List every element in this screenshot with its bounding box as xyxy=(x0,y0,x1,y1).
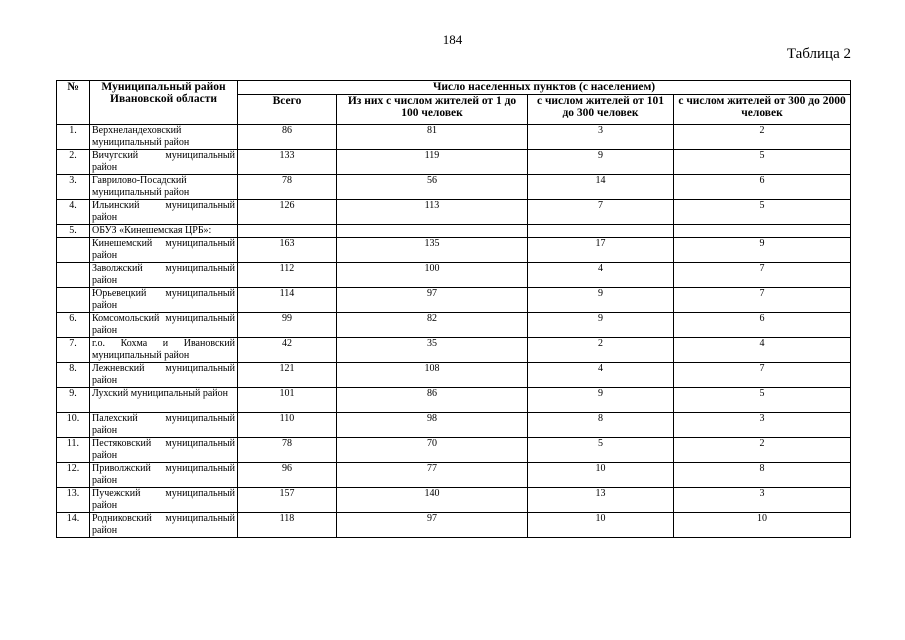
table-row xyxy=(57,175,851,200)
row-total: 126 xyxy=(238,200,337,225)
row-total: 133 xyxy=(238,150,337,175)
table-row xyxy=(57,413,851,438)
row-c2: 2 xyxy=(528,338,674,363)
table-row xyxy=(57,288,851,313)
row-c3: 2 xyxy=(674,438,851,463)
row-c3: 3 xyxy=(674,488,851,513)
row-total: 121 xyxy=(238,363,337,388)
header-total: Всего xyxy=(238,95,337,125)
row-district-name: Юрьевецкий муниципальный район xyxy=(90,288,238,313)
table-row xyxy=(57,463,851,488)
header-group: Число населенных пунктов (с населением) xyxy=(238,81,851,95)
row-total: 114 xyxy=(238,288,337,313)
row-num: 6. xyxy=(57,313,90,338)
table-row xyxy=(57,150,851,175)
row-district-name: Приволжский муниципальный район xyxy=(90,463,238,488)
row-total xyxy=(238,225,337,238)
row-num: 11. xyxy=(57,438,90,463)
row-c3: 5 xyxy=(674,200,851,225)
table-row xyxy=(57,125,851,150)
table-row xyxy=(57,200,851,225)
table-row xyxy=(57,263,851,288)
row-c2: 10 xyxy=(528,463,674,488)
row-num: 12. xyxy=(57,463,90,488)
page-number: 184 xyxy=(442,32,463,47)
table-row xyxy=(57,238,851,263)
row-c1: 81 xyxy=(337,125,528,150)
data-table xyxy=(56,80,851,538)
row-c1: 135 xyxy=(337,238,528,263)
row-c3: 9 xyxy=(674,238,851,263)
row-c1: 140 xyxy=(337,488,528,513)
row-c2: 10 xyxy=(528,513,674,538)
row-num: 14. xyxy=(57,513,90,538)
row-num: 7. xyxy=(57,338,90,363)
row-num: 9. xyxy=(57,388,90,413)
row-c3 xyxy=(674,225,851,238)
row-total: 78 xyxy=(238,438,337,463)
row-total: 96 xyxy=(238,463,337,488)
row-c2: 13 xyxy=(528,488,674,513)
table-row xyxy=(57,388,851,413)
row-total: 86 xyxy=(238,125,337,150)
row-num: 2. xyxy=(57,150,90,175)
header-c3: с числом жителей от 300 до 2000 человек xyxy=(674,95,851,125)
row-c1: 82 xyxy=(337,313,528,338)
row-total: 101 xyxy=(238,388,337,413)
row-num: 5. xyxy=(57,225,90,238)
row-num: 1. xyxy=(57,125,90,150)
row-c2: 4 xyxy=(528,363,674,388)
row-c3: 3 xyxy=(674,413,851,438)
table-row xyxy=(57,438,851,463)
row-c1: 100 xyxy=(337,263,528,288)
row-district-name: Пестяковский муниципальный район xyxy=(90,438,238,463)
row-c3: 7 xyxy=(674,263,851,288)
row-c2 xyxy=(528,225,674,238)
row-c1: 70 xyxy=(337,438,528,463)
row-total: 112 xyxy=(238,263,337,288)
table-row xyxy=(57,313,851,338)
row-district-name: Гаврилово-Посадский муниципальный район xyxy=(90,175,238,200)
header-num: № xyxy=(57,81,90,125)
row-c2: 7 xyxy=(528,200,674,225)
row-c1: 97 xyxy=(337,288,528,313)
row-c3: 6 xyxy=(674,313,851,338)
row-num xyxy=(57,263,90,288)
row-c3: 5 xyxy=(674,150,851,175)
row-c3: 2 xyxy=(674,125,851,150)
row-c2: 9 xyxy=(528,313,674,338)
row-c1: 119 xyxy=(337,150,528,175)
row-num xyxy=(57,238,90,263)
row-c1: 77 xyxy=(337,463,528,488)
row-num: 13. xyxy=(57,488,90,513)
row-c2: 9 xyxy=(528,388,674,413)
table-body xyxy=(57,125,851,538)
table-caption: Таблица 2 xyxy=(786,46,851,62)
row-total: 42 xyxy=(238,338,337,363)
row-total: 99 xyxy=(238,313,337,338)
row-num: 4. xyxy=(57,200,90,225)
row-c3: 7 xyxy=(674,363,851,388)
row-district-name: Ильинский муниципальный район xyxy=(90,200,238,225)
row-c2: 9 xyxy=(528,288,674,313)
row-c1: 97 xyxy=(337,513,528,538)
row-num: 10. xyxy=(57,413,90,438)
row-c2: 8 xyxy=(528,413,674,438)
row-total: 118 xyxy=(238,513,337,538)
row-c3: 8 xyxy=(674,463,851,488)
row-c1: 56 xyxy=(337,175,528,200)
row-c3: 7 xyxy=(674,288,851,313)
table-row xyxy=(57,513,851,538)
row-num: 3. xyxy=(57,175,90,200)
row-c2: 14 xyxy=(528,175,674,200)
row-total: 157 xyxy=(238,488,337,513)
table-row xyxy=(57,488,851,513)
row-c1: 113 xyxy=(337,200,528,225)
row-c2: 9 xyxy=(528,150,674,175)
row-district-name: Пучежский муниципальный район xyxy=(90,488,238,513)
row-district-name: Лежневский муниципальный район xyxy=(90,363,238,388)
header-c2: с числом жителей от 101 до 300 человек xyxy=(528,95,674,125)
table-row xyxy=(57,363,851,388)
row-c1 xyxy=(337,225,528,238)
row-c3: 10 xyxy=(674,513,851,538)
row-total: 110 xyxy=(238,413,337,438)
row-district-name: г.о. Кохма и Ивановский муниципальный район xyxy=(90,338,238,363)
row-c2: 5 xyxy=(528,438,674,463)
row-district-name: Кинешемский муниципальный район xyxy=(90,238,238,263)
row-c2: 4 xyxy=(528,263,674,288)
row-district-name: Лухский муниципальный район xyxy=(90,388,238,413)
table-row xyxy=(57,225,851,238)
row-district-name: Комсомольский муниципальный район xyxy=(90,313,238,338)
row-c3: 6 xyxy=(674,175,851,200)
row-c2: 17 xyxy=(528,238,674,263)
header-c1: Из них с числом жителей от 1 до 100 человек xyxy=(337,95,528,125)
row-district-name: Заволжский муниципальный район xyxy=(90,263,238,288)
header-row-1 xyxy=(57,81,851,95)
row-district-name: ОБУЗ «Кинешемская ЦРБ»: xyxy=(90,225,238,238)
row-num: 8. xyxy=(57,363,90,388)
row-total: 163 xyxy=(238,238,337,263)
row-c3: 4 xyxy=(674,338,851,363)
header-district: Муниципальный район Ивановской области xyxy=(90,81,238,125)
row-c2: 3 xyxy=(528,125,674,150)
table-row xyxy=(57,338,851,363)
row-district-name: Вичугский муниципальный район xyxy=(90,150,238,175)
row-total: 78 xyxy=(238,175,337,200)
row-district-name: Родниковский муниципальный район xyxy=(90,513,238,538)
row-district-name: Палехский муниципальный район xyxy=(90,413,238,438)
row-c1: 86 xyxy=(337,388,528,413)
row-c1: 108 xyxy=(337,363,528,388)
row-c1: 35 xyxy=(337,338,528,363)
row-district-name: Верхнеландеховский муниципальный район xyxy=(90,125,238,150)
row-c1: 98 xyxy=(337,413,528,438)
row-c3: 5 xyxy=(674,388,851,413)
row-num xyxy=(57,288,90,313)
